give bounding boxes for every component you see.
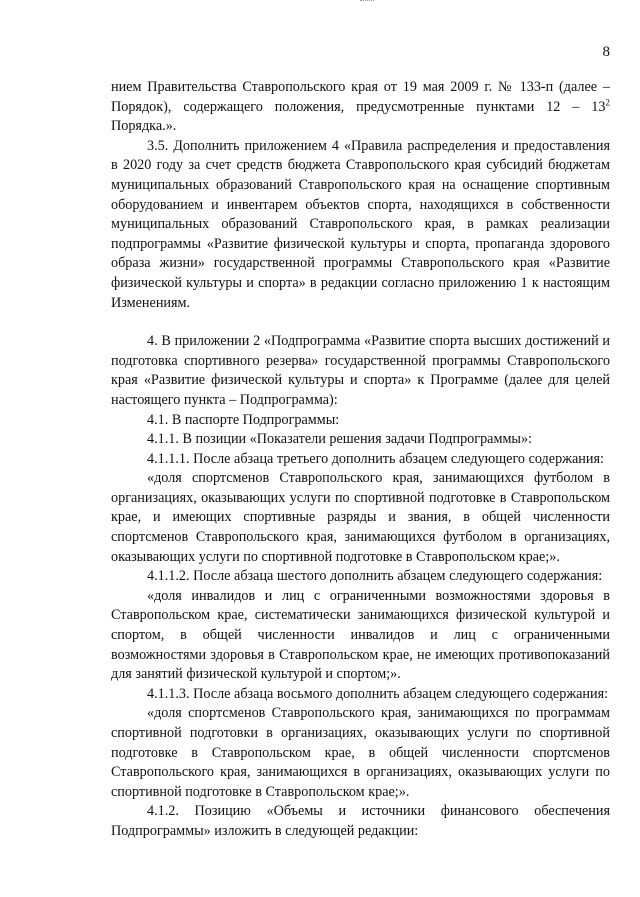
paragraph-4-1: 4.1. В паспорте Подпрограммы: — [147, 411, 340, 428]
quote-disabled-share: «доля инвалидов и лиц с ограниченными возможностями здоровья в Ставропольском крае, систематически занимающихся физической культурой и спортом, в общей численности инвалидов и лиц с ограниченными возможностями здоровья в Ставропольском крае, не имеющих противопоказаний для занятий физической культурой и спортом;». — [111, 587, 610, 683]
paragraph-4-1-2: 4.1.2. Позицию «Объемы и источники финансового обеспечения Подпрограммы» изложить в следующей редакции: — [111, 803, 610, 839]
document-body — [111, 78, 610, 842]
quote-training-share: «доля спортсменов Ставропольского края, занимающихся по программам спортивной подготовки в организациях, оказывающих услуги по спортивной подготовке в Ставропольском крае, в общей численности спортсменов Ставропольского края, занимающихся в организациях, оказывающих услуги по спортивной подготовке в Ставропольском крае;». — [111, 705, 610, 800]
scan-mark — [360, 0, 374, 5]
paragraph-4-1-1: 4.1.1. В позиции «Показатели решения задачи Подпрограммы»: — [147, 431, 533, 448]
paragraph-4-1-1-3: 4.1.1.3. После абзаца восьмого дополнить абзацем следующего содержания: — [147, 685, 609, 702]
paragraph-3-5: 3.5. Дополнить приложением 4 «Правила распределения и предоставления в 2020 году за счет средств бюджета Ставропольского края субсидий бюджетам муниципальных образований Ставропольского края на оснащение спортивным оборудованием и инвентарем объектов спорта, находящихся в собственности муниципальных образований Ставропольского края, в рамках реализации подпрограммы «Развитие физической культуры и спорта, пропаганда здорового образа жизни» государственной программы Ставропольского края «Развитие физической культуры и спорта» в редакции согласно приложению 1 к настоящим Изменениям. — [111, 137, 610, 311]
paragraph-continuation: нием Правительства Ставропольского края от 19 мая 2009 г. № 133-п (далее – Порядок), содержащего положения, предусмотренные пунктами $12 - 13^2$ Порядка.». — [111, 79, 610, 135]
paragraph-4-1-1-2: 4.1.1.2. После абзаца шестого дополнить абзацем следующего содержания: — [147, 568, 603, 585]
page-number: 8 — [602, 44, 610, 60]
paragraph-4-1-1-1: 4.1.1.1. После абзаца третьего дополнить абзацем следующего содержания: — [147, 450, 604, 467]
quote-football-share: «доля спортсменов Ставропольского края, занимающихся футболом в организациях, оказывающих услуги по спортивной подготовке в Ставропольском крае, и имеющих спортивные разряды и звания, в общей численности спортсменов Ставропольского края, занимающихся футболом в организациях, оказывающих услуги по спортивной подготовке в Ставропольском крае;». — [111, 470, 610, 565]
paragraph-4: 4. В приложении 2 «Подпрограмма «Развитие спорта высших достижений и подготовка спортивного резерва» государственной программы Ставропольского края «Развитие физической культуры и спорта» к Программе (далее для целей настоящего пункта – Подпрограмма): — [111, 333, 610, 408]
